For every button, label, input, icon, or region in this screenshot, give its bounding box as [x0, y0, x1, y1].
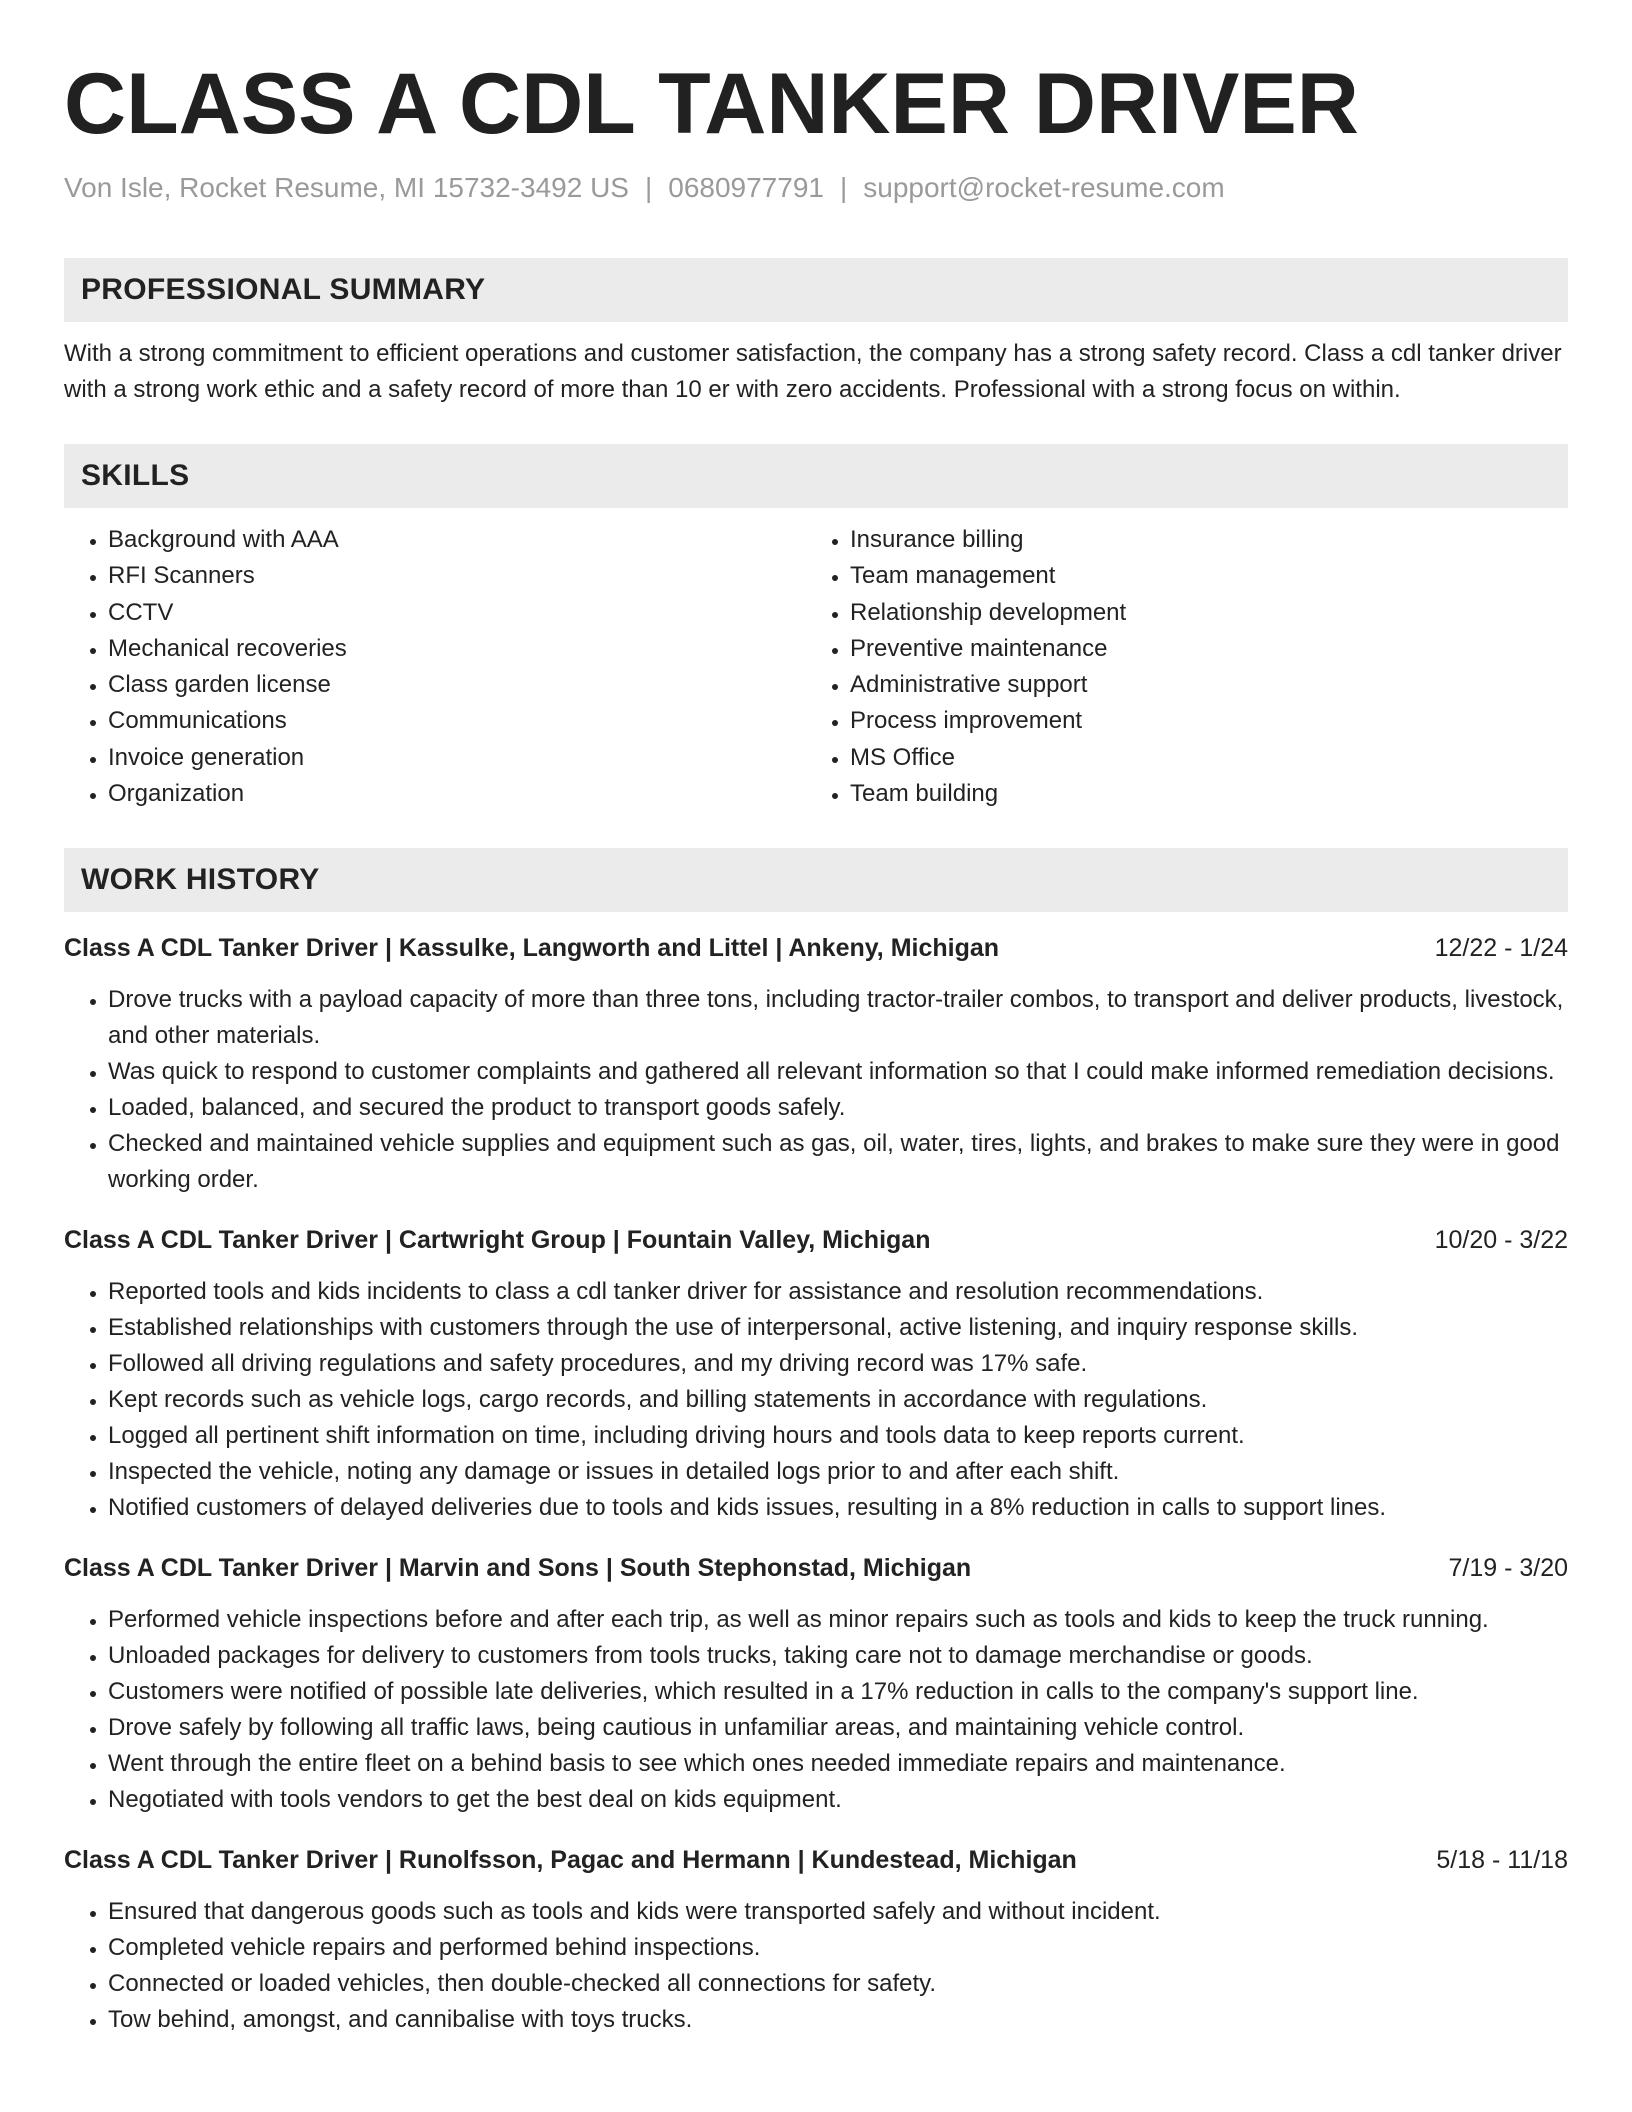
job-entry — [64, 1222, 1568, 1526]
job-bullet: • Established relationships with customers through the use of interpersonal, active listening, and inquiry response skills. — [108, 1310, 1568, 1346]
skill-item: • Insurance billing — [850, 522, 1548, 558]
job-bullet: • Inspected the vehicle, noting any damage or issues in detailed logs prior to and after each shift. — [108, 1454, 1568, 1490]
job-bullet: • Tow behind, amongst, and cannibalise with toys trucks. — [108, 2002, 1568, 2038]
job-dates: 7/19 - 3/20 — [1448, 1554, 1568, 1583]
job-dates: 12/22 - 1/24 — [1434, 934, 1568, 963]
job-bullet: • Customers were notified of possible late deliveries, which resulted in a 17% reduction in calls to the company's support line. — [108, 1674, 1568, 1710]
job-entry — [64, 1842, 1568, 2038]
job-bullet: • Unloaded packages for delivery to customers from tools trucks, taking care not to damage merchandise or goods. — [108, 1638, 1568, 1674]
job-bullet: • Completed vehicle repairs and performed behind inspections. — [108, 1930, 1568, 1966]
skill-item: • Administrative support — [850, 667, 1548, 703]
skill-item: • CCTV — [108, 595, 806, 631]
job-bullet: • Was quick to respond to customer complaints and gathered all relevant information so that I could make informed remediation decisions. — [108, 1054, 1568, 1090]
skill-item: • MS Office — [850, 740, 1548, 776]
job-dates: 5/18 - 11/18 — [1436, 1846, 1568, 1875]
skills-column-left — [64, 522, 806, 812]
job-title: Class A CDL Tanker Driver | Runolfsson, Pagac and Hermann | Kundestead, Michigan — [64, 1846, 1077, 1875]
contact-separator: | — [644, 172, 653, 203]
skill-item: • Invoice generation — [108, 740, 806, 776]
job-bullets — [64, 1274, 1568, 1526]
skill-item: • Preventive maintenance — [850, 631, 1548, 667]
job-bullets — [64, 1602, 1568, 1818]
skill-item: • Organization — [108, 776, 806, 812]
section-header-skills: SKILLS — [64, 444, 1568, 508]
skills-column-right — [806, 522, 1548, 812]
job-header — [64, 930, 1568, 966]
job-bullet: • Negotiated with tools vendors to get the best deal on kids equipment. — [108, 1782, 1568, 1818]
section-header-summary: PROFESSIONAL SUMMARY — [64, 258, 1568, 322]
job-title: Class A CDL Tanker Driver | Marvin and Sons | South Stephonstad, Michigan — [64, 1554, 972, 1583]
summary-text: With a strong commitment to efficient operations and customer satisfaction, the company has a strong safety record. Class a cdl tanker driver with a strong work ethic and a safety record of more than 10 er with zero accidents. Professional with a strong focus on within. — [64, 340, 1562, 403]
skill-item: • Team building — [850, 776, 1548, 812]
job-bullet: • Drove safely by following all traffic laws, being cautious in unfamiliar areas, and maintaining vehicle control. — [108, 1710, 1568, 1746]
contact-separator: | — [839, 172, 848, 203]
job-bullet: • Went through the entire fleet on a behind basis to see which ones needed immediate repairs and maintenance. — [108, 1746, 1568, 1782]
contact-address: Von Isle, Rocket Resume, MI 15732-3492 US — [64, 172, 629, 203]
skill-item: • Process improvement — [850, 703, 1548, 739]
skill-item: • Mechanical recoveries — [108, 631, 806, 667]
job-bullet: • Checked and maintained vehicle supplies and equipment such as gas, oil, water, tires, lights, and brakes to make sure they were in good working order. — [108, 1126, 1568, 1198]
job-bullet: • Connected or loaded vehicles, then double-checked all connections for safety. — [108, 1966, 1568, 2002]
job-dates: 10/20 - 3/22 — [1434, 1226, 1568, 1255]
job-bullet: • Ensured that dangerous goods such as tools and kids were transported safely and without incident. — [108, 1894, 1568, 1930]
contact-email: support@rocket-resume.com — [863, 172, 1225, 203]
skill-item: • Background with AAA — [108, 522, 806, 558]
section-header-work-history: WORK HISTORY — [64, 848, 1568, 912]
job-entry — [64, 1550, 1568, 1818]
job-header — [64, 1550, 1568, 1586]
skills-list — [64, 522, 1568, 812]
job-bullet: • Performed vehicle inspections before and after each trip, as well as minor repairs such as tools and kids to keep the truck running. — [108, 1602, 1568, 1638]
job-bullet: • Kept records such as vehicle logs, cargo records, and billing statements in accordance with regulations. — [108, 1382, 1568, 1418]
job-bullets — [64, 982, 1568, 1198]
candidate-name: CLASS A CDL TANKER DRIVER — [64, 56, 1359, 152]
job-bullets — [64, 1894, 1568, 2038]
job-bullet: • Drove trucks with a payload capacity of more than three tons, including tractor-trailer combos, to transport and deliver products, livestock, and other materials. — [108, 982, 1568, 1054]
job-bullet: • Loaded, balanced, and secured the product to transport goods safely. — [108, 1090, 1568, 1126]
skill-item: • Relationship development — [850, 595, 1548, 631]
job-bullet: • Reported tools and kids incidents to class a cdl tanker driver for assistance and resolution recommendations. — [108, 1274, 1568, 1310]
skill-item: • Class garden license — [108, 667, 806, 703]
job-title: Class A CDL Tanker Driver | Cartwright Group | Fountain Valley, Michigan — [64, 1226, 931, 1255]
job-title: Class A CDL Tanker Driver | Kassulke, Langworth and Littel | Ankeny, Michigan — [64, 934, 1000, 963]
job-bullet: • Notified customers of delayed deliveries due to tools and kids issues, resulting in a 8% reduction in calls to support lines. — [108, 1490, 1568, 1526]
job-bullet: • Logged all pertinent shift information on time, including driving hours and tools data to keep reports current. — [108, 1418, 1568, 1454]
contact-phone: 0680977791 — [668, 172, 824, 203]
job-header — [64, 1222, 1568, 1258]
skill-item: • RFI Scanners — [108, 558, 806, 594]
job-bullet: • Followed all driving regulations and safety procedures, and my driving record was 17% safe. — [108, 1346, 1568, 1382]
skill-item: • Team management — [850, 558, 1548, 594]
contact-line — [64, 170, 1568, 206]
job-entry — [64, 930, 1568, 1198]
job-header — [64, 1842, 1568, 1878]
skill-item: • Communications — [108, 703, 806, 739]
